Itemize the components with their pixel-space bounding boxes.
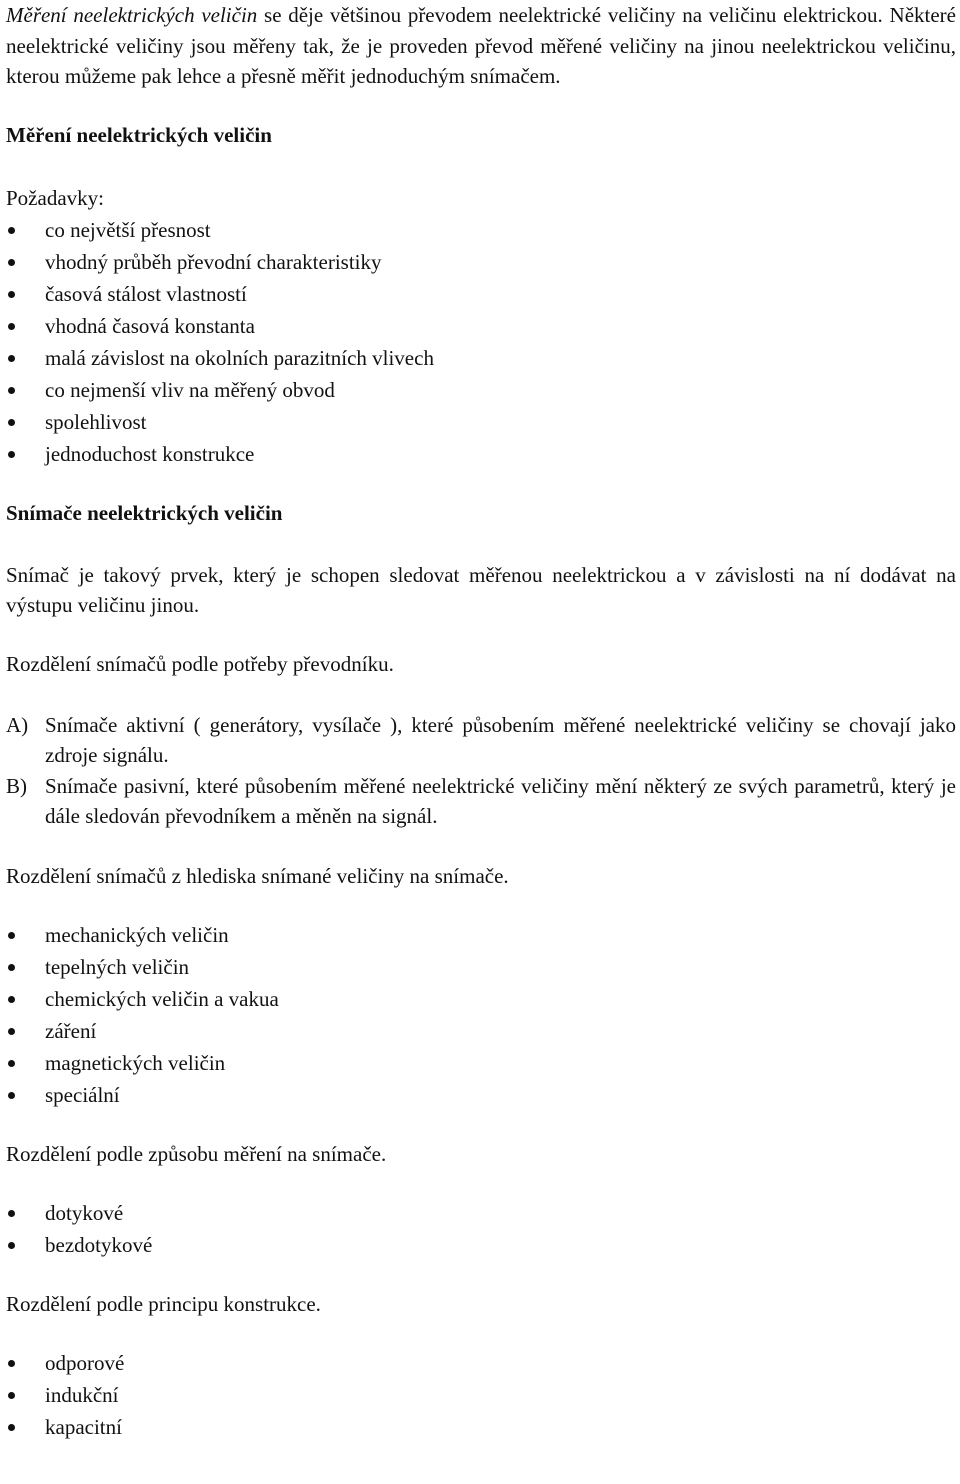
bullet-icon <box>8 451 15 458</box>
list-item-text: co největší přesnost <box>45 217 211 242</box>
quantity-list <box>6 919 956 1111</box>
list-item-text: vhodný průběh převodní charakteristiky <box>45 249 382 274</box>
ab-text: Snímače pasivní, které působením měřené neelektrické veličiny mění některý ze svých parametrů, který je dále sledován převodníkem a měněn na signál. <box>45 773 956 828</box>
list-item-text: speciální <box>45 1082 120 1107</box>
sensor-definition: Snímač je takový prvek, který je schopen sledovat měřenou neelektrickou a v závislosti na ní dodávat na výstupu veličinu jinou. <box>6 562 956 617</box>
list-item-text: časová stálost vlastností <box>45 281 247 306</box>
list-item <box>6 1379 956 1411</box>
list-item <box>6 983 956 1015</box>
list-item-text: vhodná časová konstanta <box>45 313 255 338</box>
list-item-text: kapacitní <box>45 1414 122 1439</box>
list-item <box>6 278 956 310</box>
intro-paragraph <box>6 0 956 92</box>
bullet-icon <box>8 1092 15 1099</box>
bullet-icon <box>8 932 15 939</box>
bullet-icon <box>8 964 15 971</box>
list-item <box>6 310 956 342</box>
section-heading-sensors: Snímače neelektrických veličin <box>6 500 283 525</box>
list-item-text: spolehlivost <box>45 409 147 434</box>
bullet-icon <box>8 387 15 394</box>
list-item <box>6 1047 956 1079</box>
bullet-icon <box>8 419 15 426</box>
bullet-icon <box>8 1424 15 1431</box>
list-item-text: magnetických veličin <box>45 1050 226 1075</box>
list-item <box>6 1411 956 1443</box>
list-item <box>6 1347 956 1379</box>
bullet-icon <box>8 1060 15 1067</box>
bullet-icon <box>8 355 15 362</box>
list-item <box>6 246 956 278</box>
list-item-text: tepelných veličin <box>45 954 190 979</box>
division-converter: Rozdělení snímačů podle potřeby převodníku. <box>6 651 394 676</box>
list-item <box>6 438 956 470</box>
list-item <box>6 919 956 951</box>
list-item-text: malá závislost na okolních parazitních vlivech <box>45 345 434 370</box>
ab-list <box>6 710 956 832</box>
list-item <box>6 951 956 983</box>
method-list <box>6 1197 956 1261</box>
bullet-icon <box>8 996 15 1003</box>
ab-letter: A) <box>6 712 29 737</box>
list-item <box>6 1229 956 1261</box>
intro-lead-rest: se děje většinou převodem neelektrické veličiny na veličinu elektrickou. Některé neelektrické veličiny jsou měřeny tak, že je proveden převod měřené veličiny na jinou neelektrickou veličinu, kterou můžeme pak lehce a přesně měřit jednoduchým snímačem. <box>6 3 956 88</box>
list-item-text: indukční <box>45 1382 119 1407</box>
list-item-text: dotykové <box>45 1200 124 1225</box>
bullet-icon <box>8 291 15 298</box>
requirements-label: Požadavky: <box>6 185 104 210</box>
bullet-icon <box>8 259 15 266</box>
bullet-icon <box>8 1392 15 1399</box>
list-item-text: záření <box>45 1018 97 1043</box>
bullet-icon <box>8 1028 15 1035</box>
list-item <box>6 1015 956 1047</box>
list-item-text: jednoduchost konstrukce <box>45 441 255 466</box>
list-item <box>6 1079 956 1111</box>
list-item-text: chemických veličin a vakua <box>45 986 279 1011</box>
list-item <box>6 406 956 438</box>
bullet-icon <box>8 1360 15 1367</box>
bullet-icon <box>8 1242 15 1249</box>
construction-list <box>6 1347 956 1443</box>
list-item-text: mechanických veličin <box>45 922 229 947</box>
division-construction: Rozdělení podle principu konstrukce. <box>6 1291 321 1316</box>
ab-item-b <box>6 771 956 832</box>
list-item <box>6 342 956 374</box>
list-item-text: odporové <box>45 1350 125 1375</box>
section-heading-measurement: Měření neelektrických veličin <box>6 122 272 147</box>
list-item-text: bezdotykové <box>45 1232 153 1257</box>
bullet-icon <box>8 227 15 234</box>
bullet-icon <box>8 1210 15 1217</box>
list-item <box>6 374 956 406</box>
division-method: Rozdělení podle způsobu měření na snímače. <box>6 1141 387 1166</box>
list-item <box>6 214 956 246</box>
intro-lead-italic: Měření neelektrických veličin <box>6 3 258 27</box>
division-quantity: Rozdělení snímačů z hlediska snímané veličiny na snímače. <box>6 863 509 888</box>
ab-letter: B) <box>6 773 27 798</box>
ab-item-a <box>6 710 956 771</box>
list-item <box>6 1197 956 1229</box>
requirements-list <box>6 214 956 470</box>
bullet-icon <box>8 323 15 330</box>
list-item-text: co nejmenší vliv na měřený obvod <box>45 377 335 402</box>
document-page <box>6 0 956 1443</box>
ab-text: Snímače aktivní ( generátory, vysílače ), které působením měřené neelektrické veličiny se chovají jako zdroje signálu. <box>45 712 956 767</box>
